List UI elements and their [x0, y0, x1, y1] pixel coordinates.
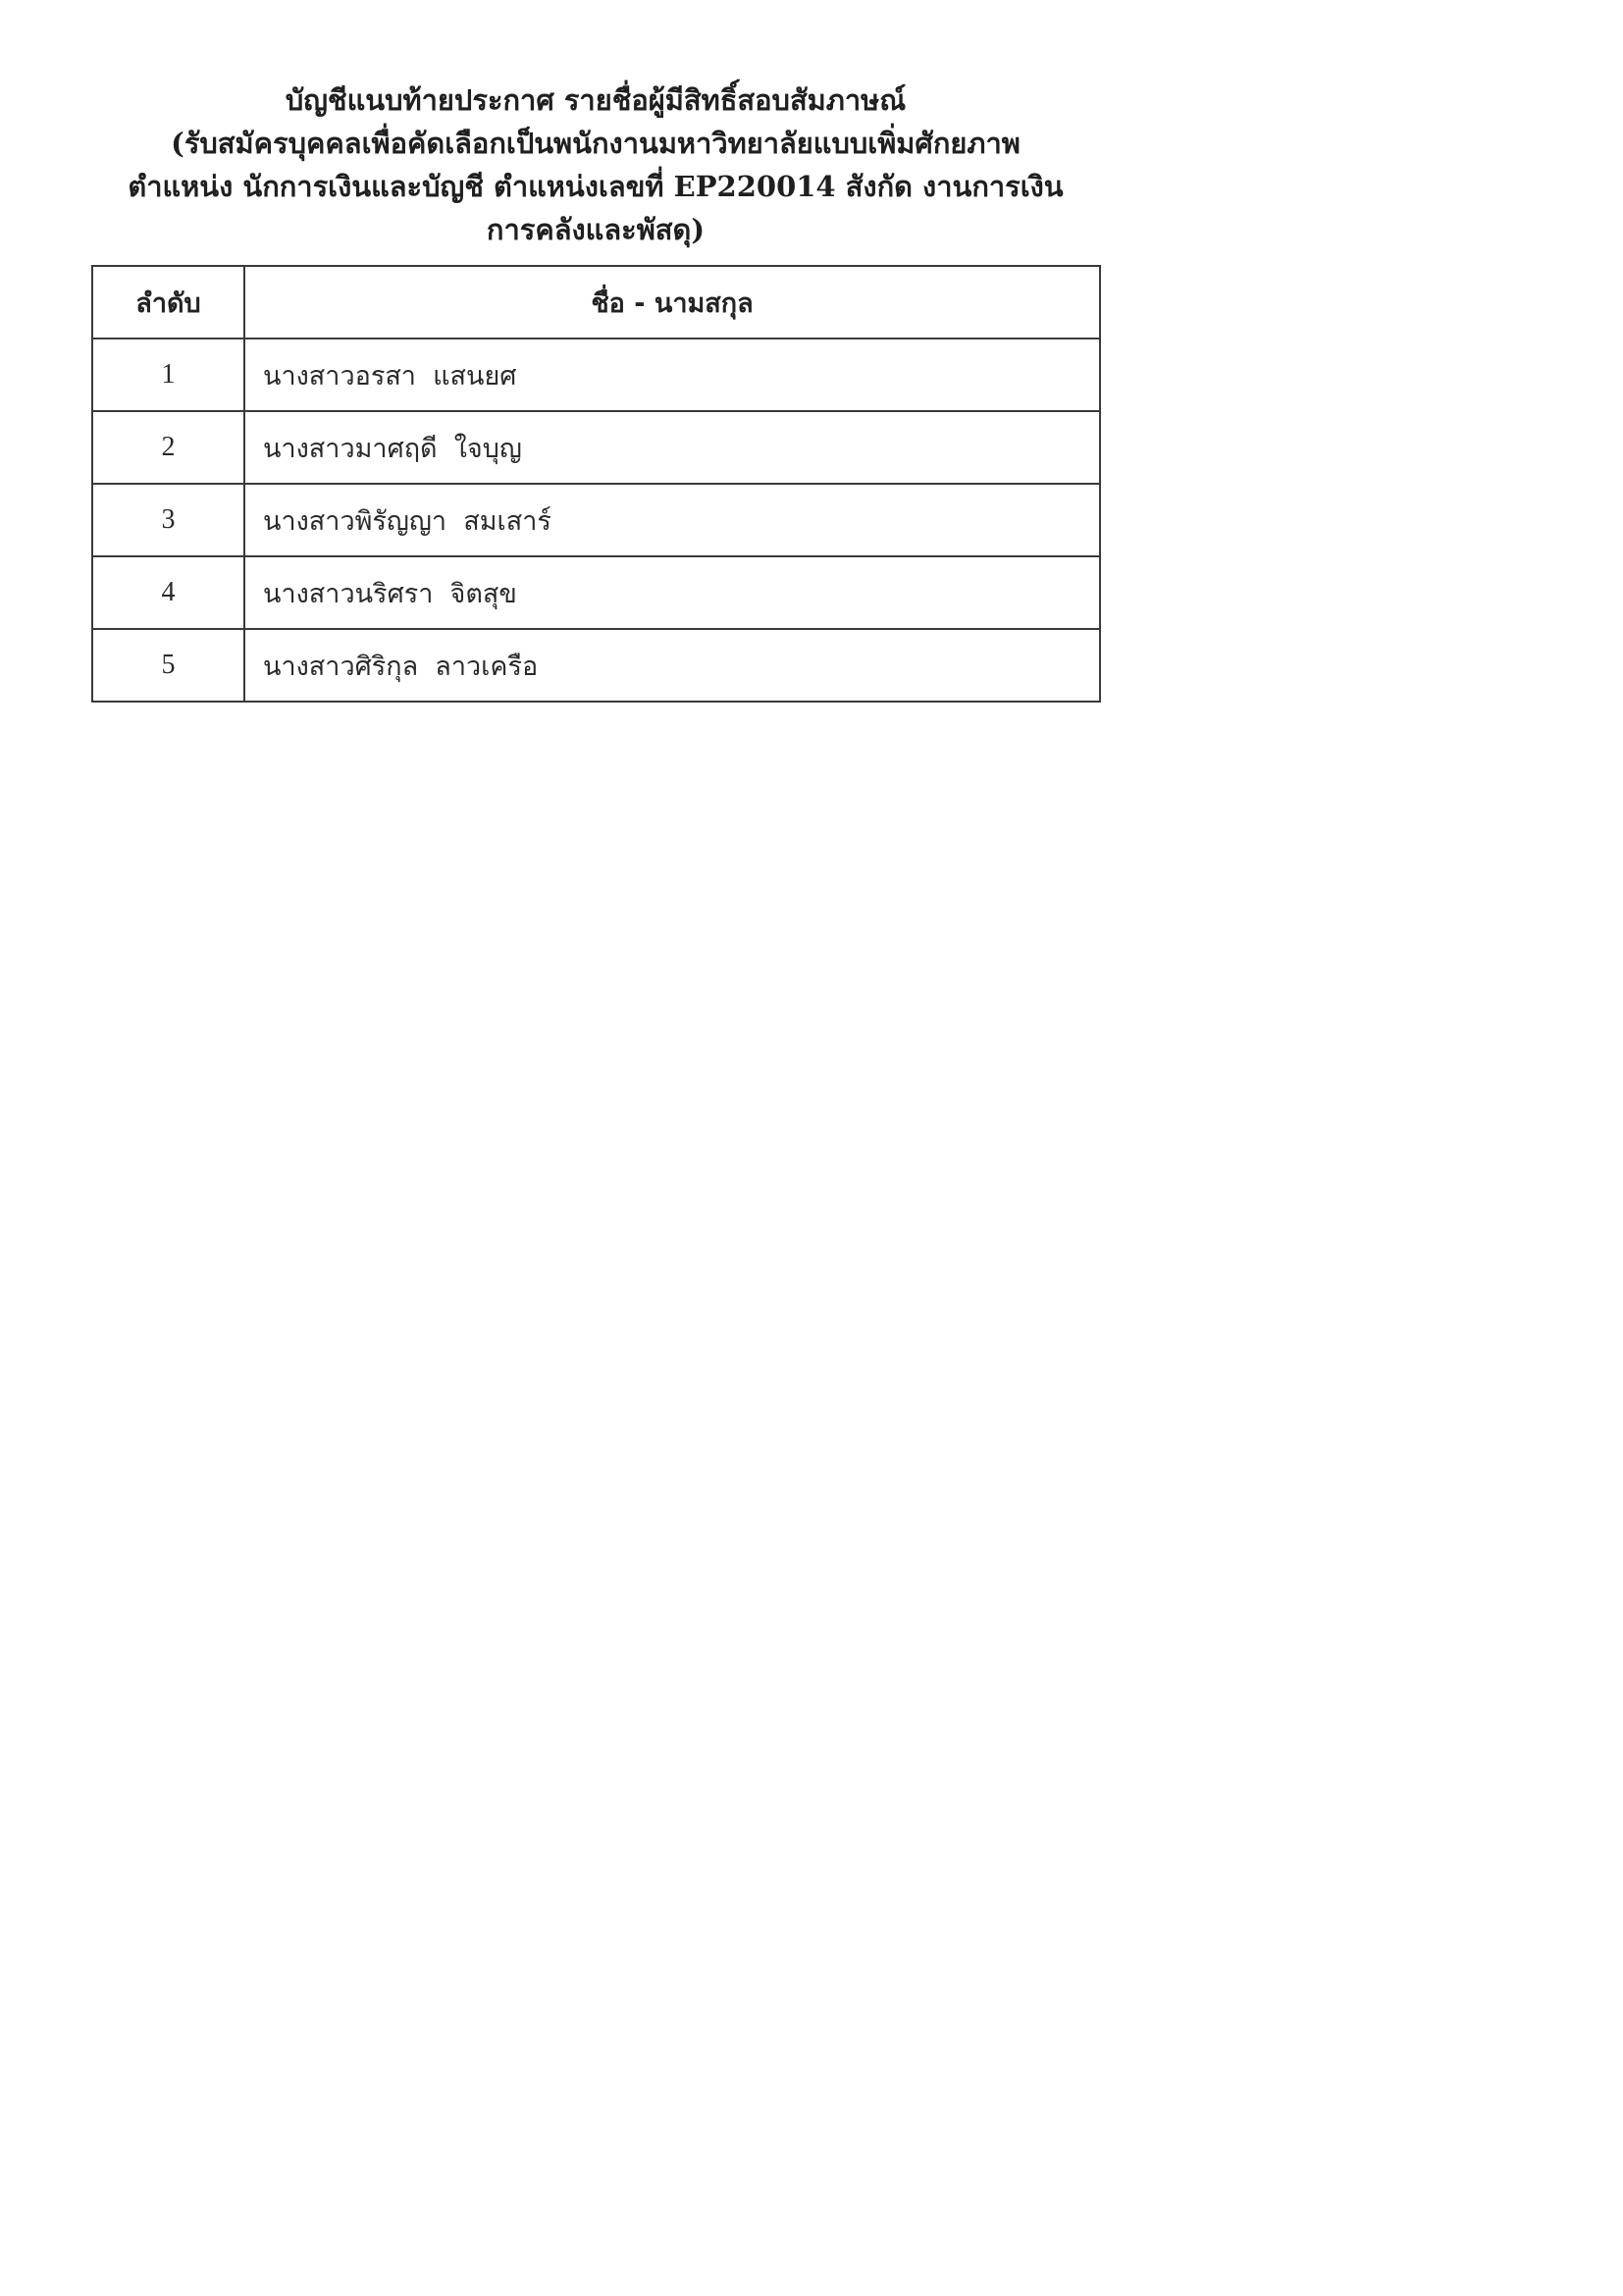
- candidate-table: [91, 265, 1101, 703]
- heading-line-4: การคลังและพัสดุ): [486, 213, 706, 246]
- row-name: นางสาวมาศฤดี ใจบุญ: [244, 411, 1100, 484]
- heading-line-1: บัญชีแนบท้ายประกาศ รายชื่อผู้มีสิทธิ์สอบสัมภาษณ์: [285, 83, 907, 117]
- row-name: นางสาวนริศรา จิตสุข: [244, 556, 1100, 629]
- table-row: [92, 484, 1100, 556]
- column-header-name: ชื่อ - นามสกุล: [244, 266, 1100, 339]
- row-name: นางสาวพิรัญญา สมเสาร์: [244, 484, 1100, 556]
- row-order: 2: [92, 411, 244, 484]
- table-header-row: [92, 266, 1100, 339]
- table-row: [92, 556, 1100, 629]
- table-row: [92, 339, 1100, 411]
- row-order: 3: [92, 484, 244, 556]
- column-header-order: ลำดับ: [92, 266, 244, 339]
- candidate-table-container: [91, 265, 1099, 703]
- row-order: 1: [92, 339, 244, 411]
- heading-line-2: (รับสมัครบุคคลเพื่อคัดเลือกเป็นพนักงานมหาวิทยาลัยแบบเพิ่มศักยภาพ: [171, 127, 1021, 160]
- row-name: นางสาวอรสา แสนยศ: [244, 339, 1100, 411]
- announcement-heading: [90, 78, 1101, 251]
- row-order: 4: [92, 556, 244, 629]
- table-row: [92, 411, 1100, 484]
- table-row: [92, 629, 1100, 702]
- row-order: 5: [92, 629, 244, 702]
- row-name: นางสาวศิริกุล ลาวเครือ: [244, 629, 1100, 702]
- heading-line-3: ตำแหน่ง นักการเงินและบัญชี ตำแหน่งเลขที่ EP220014 สังกัด งานการเงิน: [128, 170, 1064, 203]
